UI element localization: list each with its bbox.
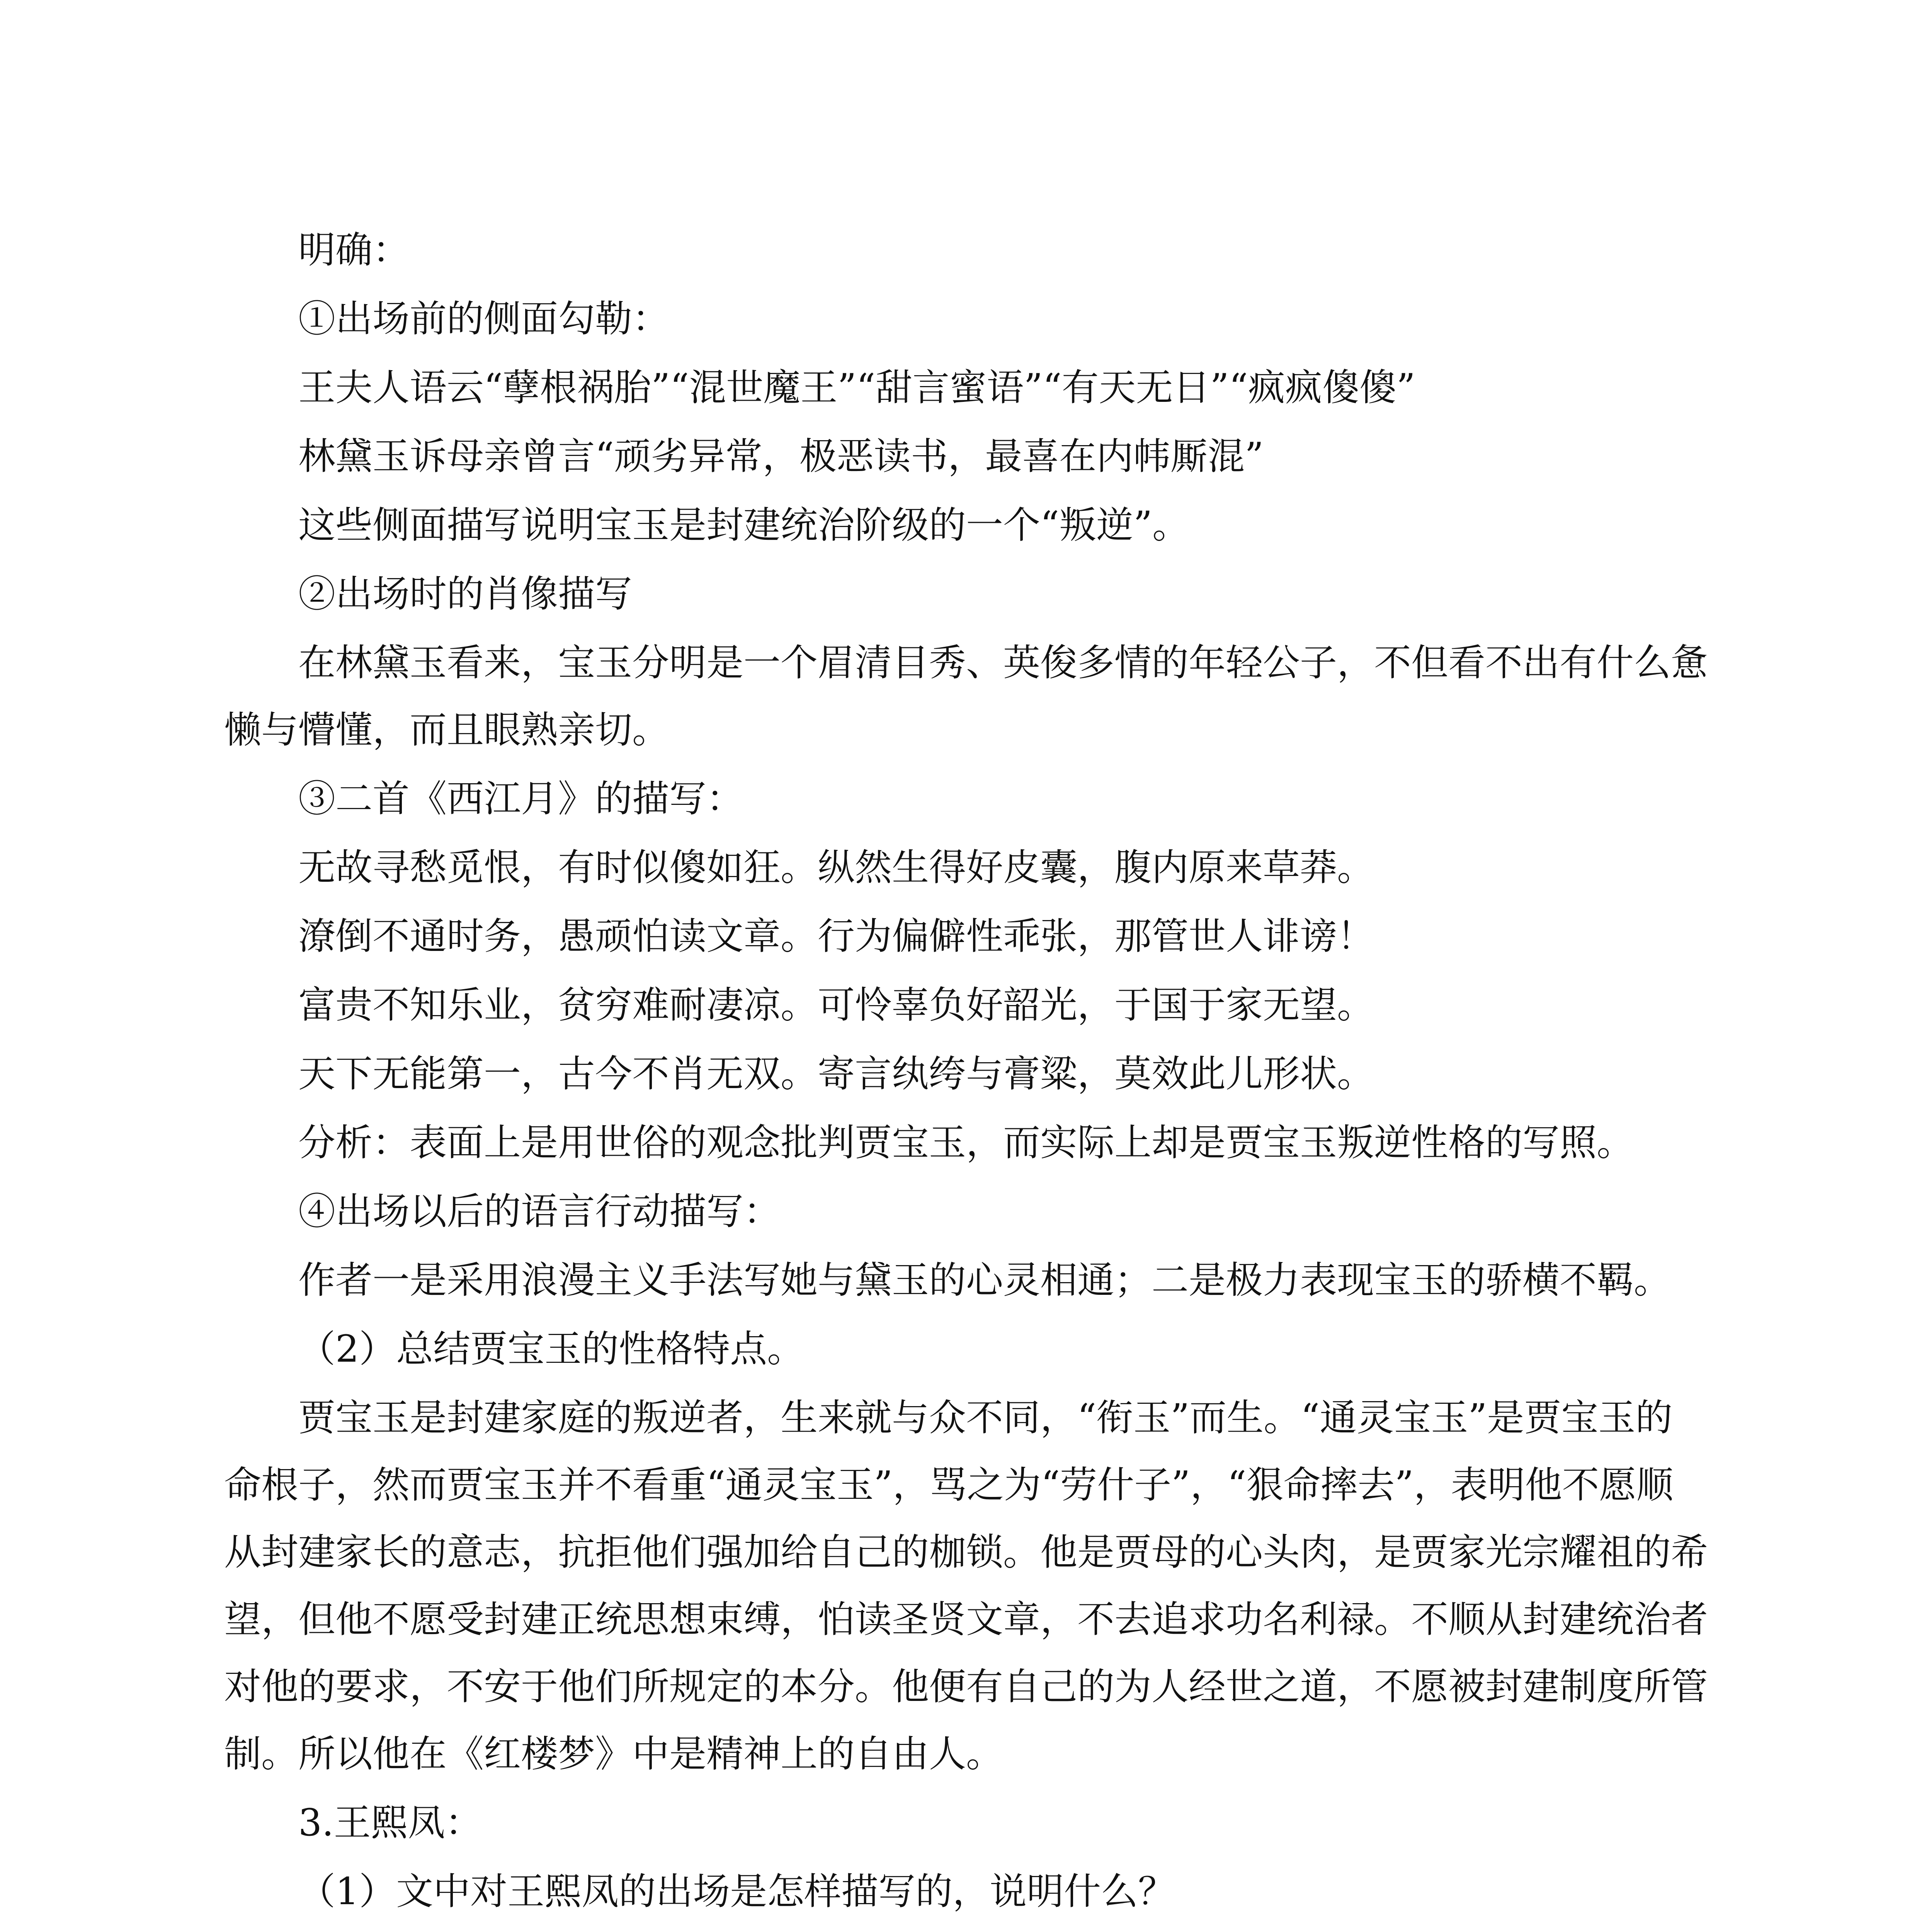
paragraph — [224, 1927, 1708, 1932]
paragraph: 3.王熙凤： — [298, 1801, 482, 1844]
paragraph: ①出场前的侧面勾勒： — [298, 297, 669, 340]
paragraph: 王夫人语云“孽根祸胎”“混世魔王”“甜言蜜语”“有天无日”“疯疯傻傻” — [298, 366, 1415, 409]
document-body — [224, 216, 1708, 1932]
paragraph: 无故寻愁觅恨，有时似傻如狂。纵然生得好皮囊，腹内原来草莽。 — [298, 846, 1374, 889]
paragraph: 作者一是采用浪漫主义手法写她与黛玉的心灵相通；二是极力表现宝玉的骄横不羁。 — [298, 1259, 1671, 1302]
paragraph: 天下无能第一，古今不肖无双。寄言纨绔与膏粱，莫效此儿形状。 — [298, 1052, 1374, 1095]
paragraph: ④出场以后的语言行动描写： — [298, 1190, 781, 1233]
paragraph: ②出场时的肖像描写 — [298, 572, 632, 616]
paragraph: 明确： — [298, 228, 410, 272]
paragraph: 在林黛玉看来，宝玉分明是一个眉清目秀、英俊多情的年轻公子，不但看不出有什么惫懒与懵懂，而且眼熟亲切。 — [224, 641, 1708, 752]
paragraph: 潦倒不通时务，愚顽怕读文章。行为偏僻性乖张，那管世人诽谤！ — [298, 915, 1374, 958]
paragraph: 这些侧面描写说明宝玉是封建统治阶级的一个“叛逆”。 — [298, 503, 1190, 547]
paragraph: 林黛玉诉母亲曾言“顽劣异常，极恶读书，最喜在内帏厮混” — [298, 435, 1264, 478]
paragraph: ③二首《西江月》的描写： — [298, 777, 743, 820]
paragraph: 贾宝玉是封建家庭的叛逆者，生来就与众不同，“衔玉”而生。“通灵宝玉”是贾宝玉的命根子，然而贾宝玉并不看重“通灵宝玉”，骂之为“劳什子”，“狠命摔去”，表明他不愿顺从封建家长的意志，抗拒他们强加给自己的枷锁。他是贾母的心头肉，是贾家光宗耀祖的希望，但他不愿受封建正统思想束缚，怕读圣贤文章，不去追求功名利禄。不顺从封建统治者对他的要求，不安于他们所规定的本分。他便有自己的为人经世之道，不愿被封建制度所管制。所以他在《红楼梦》中是精神上的自由人。 — [224, 1396, 1708, 1776]
paragraph: （1）文中对王熙凤的出场是怎样描写的，说明什么？ — [298, 1870, 1175, 1913]
paragraph: 分析：表面上是用世俗的观念批判贾宝玉，而实际上却是贾宝玉叛逆性格的写照。 — [298, 1121, 1634, 1164]
paragraph: 富贵不知乐业，贫穷难耐凄凉。可怜辜负好韶光，于国于家无望。 — [298, 983, 1374, 1027]
paragraph: （2）总结贾宝玉的性格特点。 — [298, 1327, 805, 1371]
